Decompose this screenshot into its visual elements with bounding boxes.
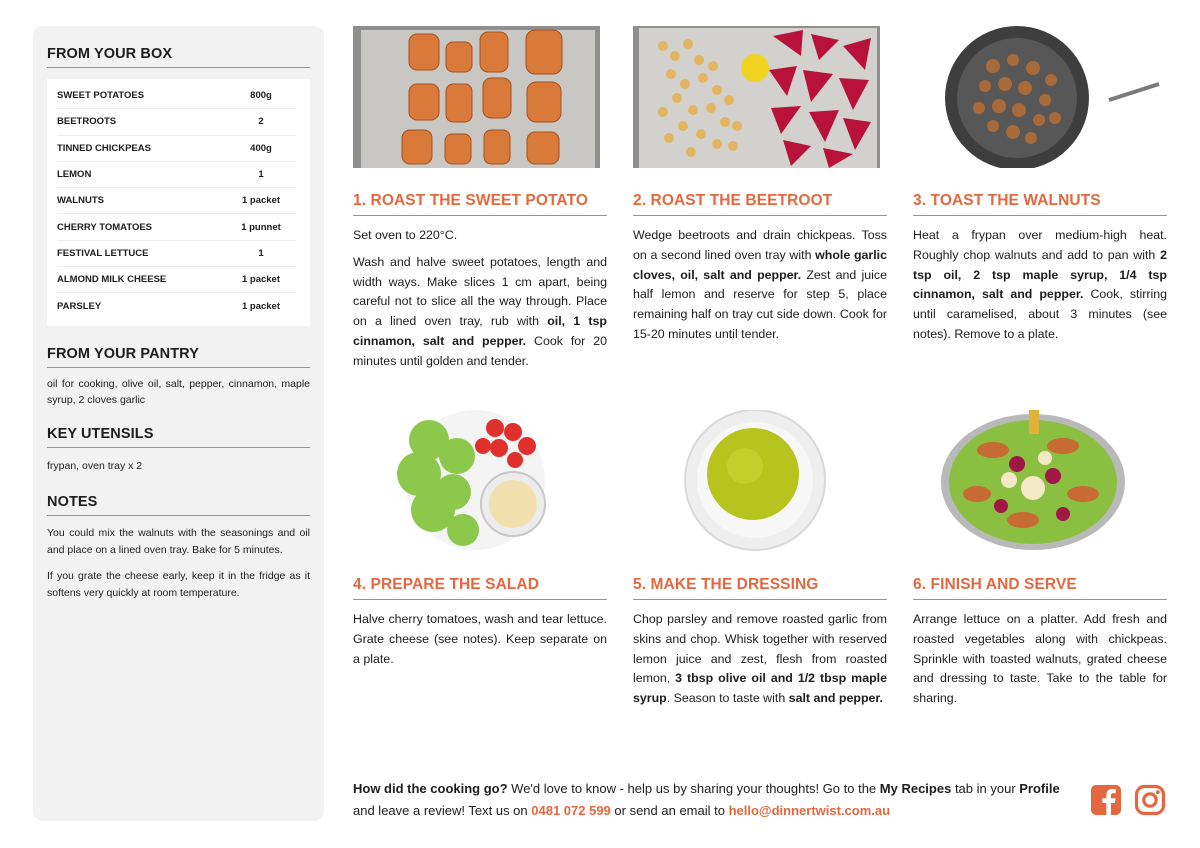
step-title: 5. MAKE THE DRESSING <box>633 576 887 600</box>
ingredient-name: BEETROOTS <box>57 116 117 128</box>
ingredient-row <box>57 241 296 267</box>
social-icons <box>1090 784 1166 816</box>
ingredient-row <box>57 136 296 162</box>
ingredient-row <box>57 83 296 109</box>
ingredient-qty: 1 packet <box>241 195 281 207</box>
utensils-text: frypan, oven tray x 2 <box>47 459 143 472</box>
pantry-heading: FROM YOUR PANTRY <box>47 346 310 368</box>
phone-number[interactable]: 0481 072 599 <box>531 803 611 818</box>
ingredient-qty: 1 packet <box>241 301 281 313</box>
step-2-text: Wedge beetroots and drain chickpeas. Toss on a second lined oven tray with whole garlic cloves, oil, salt and pepper. Zest and juice half lemon and reserve for step 5, place remaining half on tray cut side down. Cook for 15-20 minutes until tender. <box>633 228 888 341</box>
step-1-text-1: Set oven to 220°C. <box>353 228 458 242</box>
ingredient-name: CHERRY TOMATOES <box>57 221 153 233</box>
ingredient-qty: 1 punnet <box>241 221 281 233</box>
ingredients-sidebar <box>33 26 324 821</box>
facebook-icon[interactable] <box>1090 784 1122 816</box>
step-5-text: Chop parsley and remove roasted garlic from skins and chop. Whisk together with reserved lemon juice and zest, flesh from roasted lemon, 3 tbsp olive oil and 1/2 tbsp maple syrup. Season to taste with salt and pepper. <box>633 612 887 706</box>
feedback-footer: How did the cooking go? We'd love to know - help us by sharing your thoughts! Go to the My Recipes tab in your Profile and leave a review! Text us on 0481 072 599 or send an email to hello@dinnertwist.com.au <box>353 781 1060 818</box>
ingredient-qty: 800g <box>250 90 272 102</box>
ingredient-name: ALMOND MILK CHEESE <box>57 274 167 286</box>
footer-question: How did the cooking go? <box>353 781 508 796</box>
ingredient-name: FESTIVAL LETTUCE <box>57 247 149 259</box>
ingredient-name: PARSLEY <box>57 301 102 313</box>
salad-plate-photo <box>353 410 600 552</box>
email-link[interactable]: hello@dinnertwist.com.au <box>728 803 891 818</box>
box-ingredients-table <box>47 79 310 326</box>
ingredient-row <box>57 109 296 135</box>
sweet-potato-tray-photo <box>353 26 600 168</box>
step-4-text: Halve cherry tomatoes, wash and tear lettuce. Grate cheese (see notes). Keep separate on a plate. <box>353 612 607 666</box>
utensils-heading: KEY UTENSILS <box>47 426 310 448</box>
step-title: 4. PREPARE THE SALAD <box>353 576 607 600</box>
instagram-icon[interactable] <box>1134 784 1166 816</box>
ingredient-name: LEMON <box>57 169 92 181</box>
ingredient-qty: 2 <box>258 116 264 128</box>
box-heading: FROM YOUR BOX <box>47 46 310 68</box>
step-5 <box>633 410 887 709</box>
step-2 <box>633 26 887 345</box>
step-1 <box>353 26 607 372</box>
notes-section <box>47 494 310 603</box>
ingredient-name: TINNED CHICKPEAS <box>57 142 151 154</box>
ingredient-row <box>57 188 296 214</box>
step-3-text: Heat a frypan over medium-high heat. Roughly chop walnuts and add to pan with 2 tsp oil, 2 tsp maple syrup, 1/4 tsp cinnamon, salt and pepper. Cook, stirring until caramelised, about 3 minutes (see notes). Remove to a plate. <box>913 228 1167 341</box>
pantry-text: oil for cooking, olive oil, salt, pepper, cinnamon, maple syrup, 2 cloves garlic <box>47 377 310 406</box>
dressing-bowl-photo <box>633 410 880 552</box>
ingredient-row <box>57 214 296 240</box>
step-4 <box>353 410 607 669</box>
step-6-text: Arrange lettuce on a platter. Add fresh and roasted vegetables along with chickpeas. Sprinkle with toasted walnuts, grated cheese and dressing to taste. Take to the table for sharing. <box>913 612 1167 706</box>
step-title: 2. ROAST THE BEETROOT <box>633 192 887 216</box>
ingredient-qty: 1 packet <box>241 274 281 286</box>
ingredient-row <box>57 267 296 293</box>
ingredient-row <box>57 293 296 319</box>
ingredient-name: WALNUTS <box>57 195 104 207</box>
step-title: 3. TOAST THE WALNUTS <box>913 192 1167 216</box>
step-3 <box>913 26 1167 345</box>
walnut-frypan-photo <box>913 26 1160 168</box>
ingredient-row <box>57 162 296 188</box>
note-text: You could mix the walnuts with the seasonings and oil and place on a lined oven tray. Bake for 5 minutes. <box>47 526 310 557</box>
step-6 <box>913 410 1167 709</box>
ingredient-qty: 400g <box>250 142 272 154</box>
step-title: 6. FINISH AND SERVE <box>913 576 1167 600</box>
my-recipes-label: My Recipes <box>879 781 952 796</box>
step-1-text-2: Wash and halve sweet potatoes, length and width ways. Make slices 1 cm apart, being careful not to slice all the way through. Place on a lined oven tray, rub with oil, 1 tsp cinnamon, salt and pepper. Cook for 20 minutes until golden and tender. <box>353 254 607 368</box>
utensils-section <box>47 426 310 474</box>
notes-heading: NOTES <box>47 494 310 516</box>
profile-label: Profile <box>1019 781 1060 796</box>
beetroot-chickpea-tray-photo <box>633 26 880 168</box>
ingredient-qty: 1 <box>258 169 264 181</box>
finished-platter-photo <box>913 410 1160 552</box>
pantry-section <box>47 346 310 408</box>
ingredient-qty: 1 <box>258 247 264 259</box>
step-title: 1. ROAST THE SWEET POTATO <box>353 192 607 216</box>
note-text: If you grate the cheese early, keep it in the fridge as it softens very quickly at room temperature. <box>47 569 310 600</box>
ingredient-name: SWEET POTATOES <box>57 90 145 102</box>
